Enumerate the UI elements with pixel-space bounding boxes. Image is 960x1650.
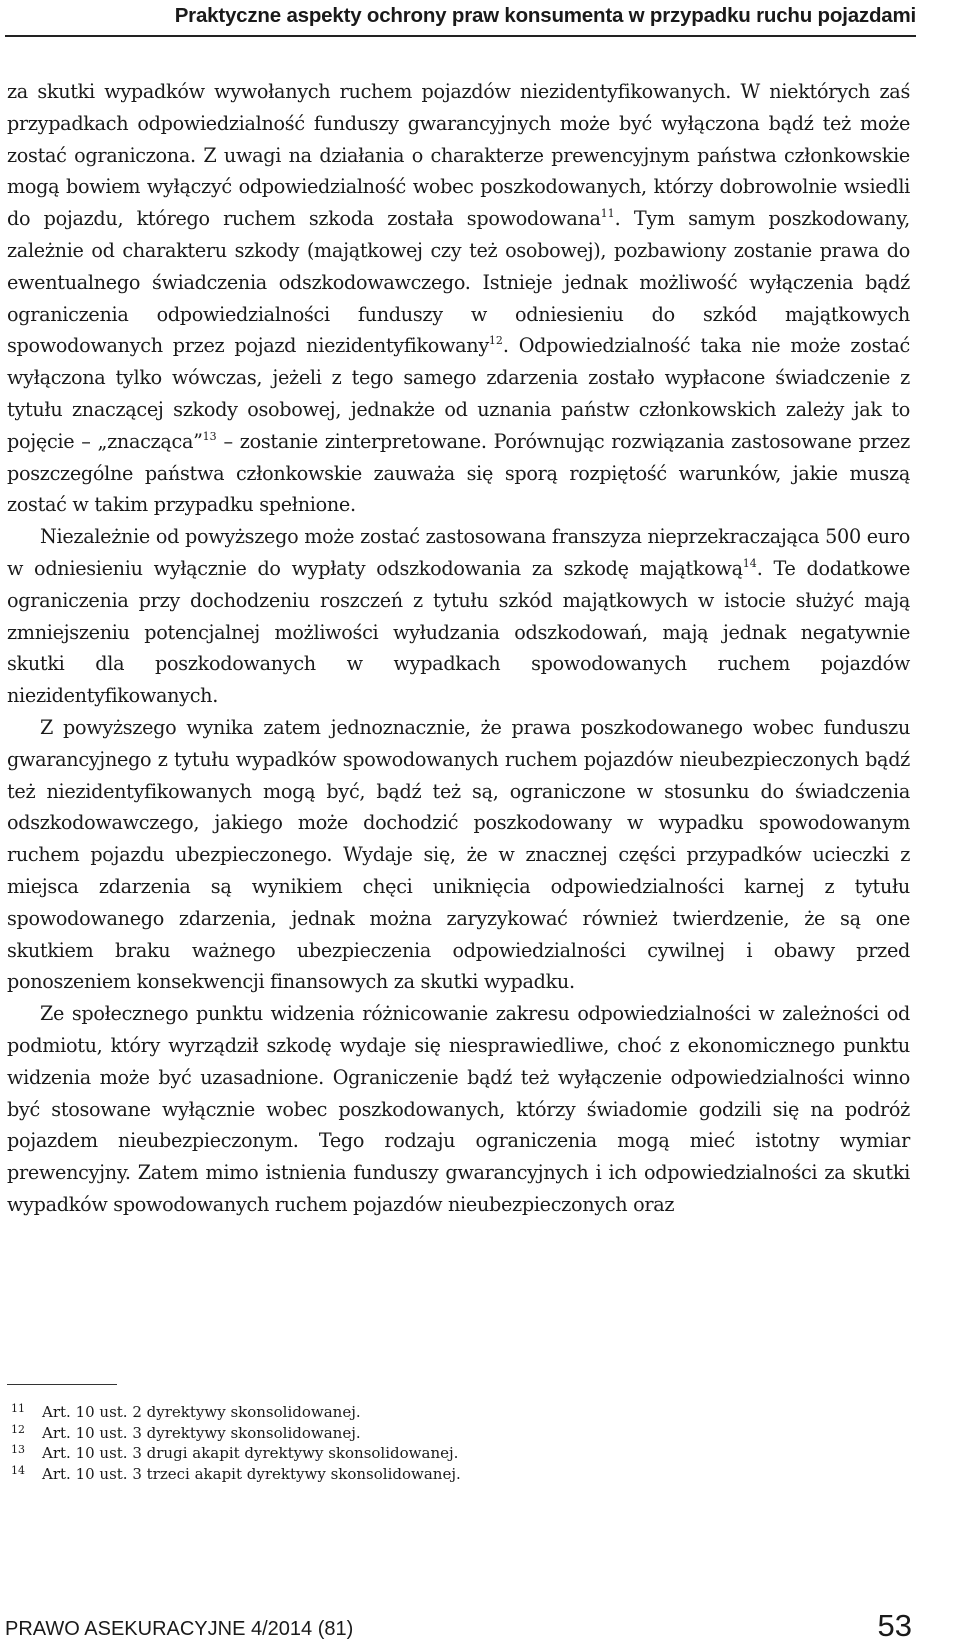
- footnote-item: [7, 1423, 907, 1444]
- footnote-number: 13: [11, 1443, 25, 1456]
- footnote-item: [7, 1402, 907, 1423]
- footnote-text: Art. 10 ust. 3 trzeci akapit dyrektywy skonsolidowanej.: [42, 1464, 461, 1483]
- paragraph-1: [7, 76, 910, 521]
- footnote-reference[interactable]: 12: [488, 334, 503, 348]
- footnote-reference[interactable]: 11: [600, 207, 615, 221]
- footnotes-list: [7, 1402, 907, 1484]
- paragraph-text: za skutki wypadków wywołanych ruchem pojazdów niezidentyfikowanych. W niektórych zaś przypadkach odpowiedzialność funduszy gwarancyjnych może być wyłączona bądź też może zostać ograniczona. Z uwagi na działania o charakterze prewencyjnym państwa członkowskie mogą bowiem wyłączyć odpowiedzialność wobec poszkodowanych, którzy dobrowolnie wsiedli do pojazdu, którego ruchem szkoda została spowodowana: [7, 80, 910, 231]
- paragraph-3: [7, 712, 910, 998]
- paragraph-2: [7, 521, 910, 712]
- running-header-title: Praktyczne aspekty ochrony praw konsumenta w przypadku ruchu pojazdami: [174, 4, 916, 27]
- footnote-reference[interactable]: 14: [742, 556, 757, 570]
- footnote-text: Art. 10 ust. 2 dyrektywy skonsolidowanej.: [42, 1403, 361, 1421]
- page-number: 53: [877, 1608, 912, 1643]
- footnote-reference[interactable]: 13: [202, 429, 217, 443]
- paragraph-text: Niezależnie od powyższego może zostać zastosowana franszyza nieprzekraczająca 500 euro w odniesieniu wyłącznie do wypłaty odszkodowania za szkodę majątkową: [7, 525, 910, 580]
- paragraph-text: . Tym samym poszkodowany, zależnie od charakteru szkody (majątkowej czy też osobowej), pozbawiony zostanie prawa do ewentualnego świadczenia odszkodowawczego. Istnieje jednak możliwość wyłączenia bądź ograniczenia odpowiedzialności funduszy w odniesieniu do szkód majątkowych spowodowanych przez pojazd niezidentyfikowany: [7, 207, 910, 358]
- header-divider: [5, 35, 916, 37]
- page-footer: [5, 1605, 912, 1645]
- footnote-item: [7, 1443, 907, 1464]
- paragraph-text: . Odpowiedzialność taka nie może zostać wyłączona tylko wówczas, jeżeli z tego samego zdarzenia zostało wypłacone świadczenie z tytułu znaczącej szkody osobowej, jednakże od uznania państw członkowskich zależy jak to pojęcie – „znacząca”: [7, 334, 910, 453]
- footnote-item: [7, 1464, 907, 1485]
- footnote-divider: [7, 1384, 117, 1385]
- footnote-number: 14: [11, 1463, 25, 1477]
- paragraph-text: Ze społecznego punktu widzenia różnicowanie zakresu odpowiedzialności w zależności od podmiotu, który wyrządził szkodę wydaje się niesprawiedliwe, choć z ekonomicznego punktu widzenia może być uzasadnione. Ograniczenie bądź też wyłączenie odpowiedzialności winno być stosowane wyłącznie wobec poszkodowanych, którzy świadomie godzili się na podróż pojazdem nieubezpieczonym. Tego rodzaju ograniczenia mogą mieć istotny wymiar prewencyjny. Zatem mimo istnienia funduszy gwarancyjnych i ich odpowiedzialności za skutki wypadków spowodowanych ruchem pojazdów nieubezpieczonych oraz: [7, 1002, 910, 1216]
- paragraph-4: [7, 998, 910, 1221]
- article-body: [7, 76, 910, 1221]
- paragraph-text: . Te dodatkowe ograniczenia przy dochodzeniu roszczeń z tytułu szkód majątkowych w istocie służyć mają zmniejszeniu potencjalnej możliwości wyłudzania odszkodowań, mają jednak negatywnie skutki dla poszkodowanych w wypadkach spowodowanych ruchem pojazdów niezidentyfikowanych.: [7, 556, 910, 708]
- footnote-number: 11: [11, 1402, 25, 1415]
- journal-name: PRAWO ASEKURACYJNE 4/2014 (81): [5, 1618, 354, 1640]
- paragraph-text: – zostanie zinterpretowane. Porównując rozwiązania zastosowane przez poszczególne państwa członkowskie zauważa się sporą rozpiętość warunków, jakie muszą zostać w takim przypadku spełnione.: [7, 429, 910, 517]
- footnote-text: Art. 10 ust. 3 drugi akapit dyrektywy skonsolidowanej.: [42, 1444, 459, 1462]
- footnote-number: 12: [11, 1422, 25, 1436]
- footnote-text: Art. 10 ust. 3 dyrektywy skonsolidowanej.: [42, 1423, 361, 1442]
- paragraph-text: Z powyższego wynika zatem jednoznacznie, że prawa poszkodowanego wobec funduszu gwarancyjnego z tytułu wypadków spowodowanych ruchem pojazdów nieubezpieczonych bądź też niezidentyfikowanych mogą być, bądź też są, ograniczone w stosunku do świadczenia odszkodowawczego, jakiego może dochodzić poszkodowany w wypadku spowodowanym ruchem pojazdu ubezpieczonego. Wydaje się, że w znacznej części przypadków ucieczki z miejsca zdarzenia są wynikiem chęci uniknięcia odpowiedzialności karnej z tytułu spowodowanego zdarzenia, jednak można zaryzykować również twierdzenie, że są one skutkiem braku ważnego ubezpieczenia odpowiedzialności cywilnej i obawy przed ponoszeniem konsekwencji finansowych za skutki wypadku.: [7, 715, 910, 994]
